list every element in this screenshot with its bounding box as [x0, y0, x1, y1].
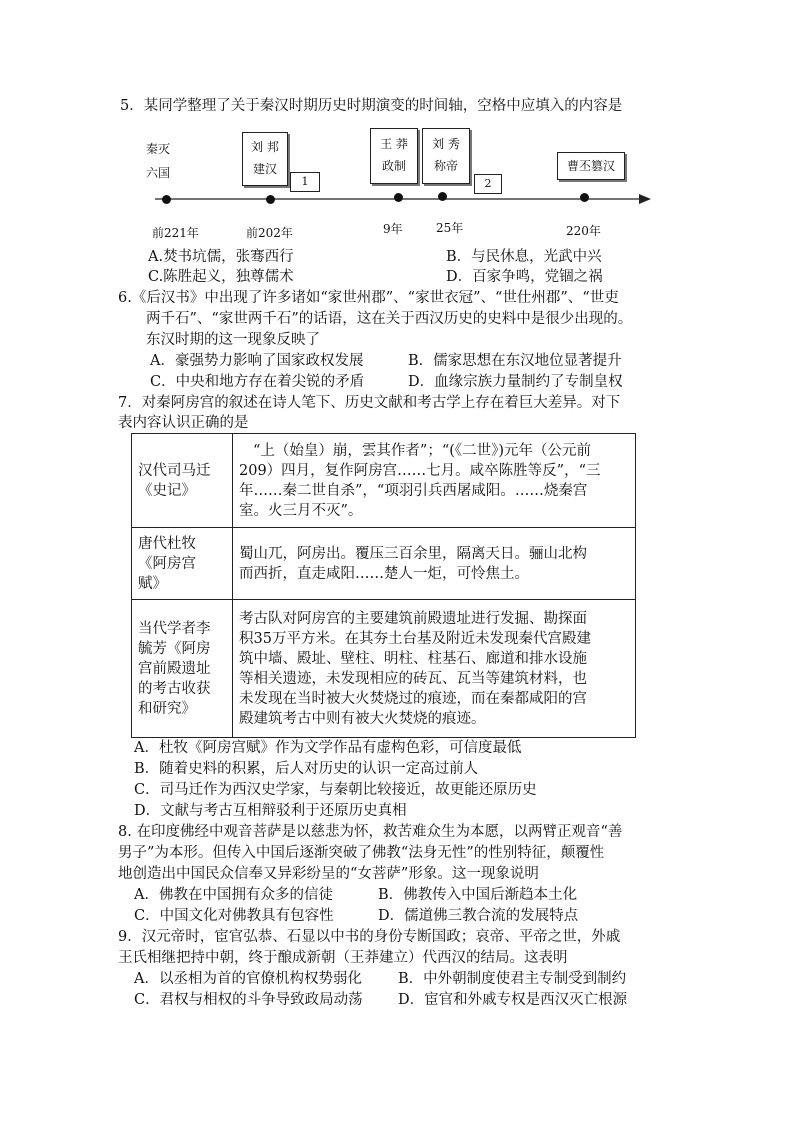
table-content-cell — [233, 528, 636, 600]
source-text: 赋》 — [138, 575, 167, 592]
table-source-cell — [132, 434, 233, 528]
q8-option-d[interactable]: D．儒道佛三教合流的发展特点 — [378, 908, 579, 924]
timeline-event-2-box — [242, 132, 288, 186]
q9-option-a[interactable]: A．以丞相为首的官僚机构权势弱化 — [134, 971, 362, 987]
table-source-cell — [132, 600, 233, 738]
q5-option-a[interactable]: A.焚书坑儒，张骞西行 — [148, 249, 294, 265]
q8-stem-line1: 8. 在印度佛经中观音菩萨是以慈悲为怀，救苦难众生为本愿，以两臂正观音“善 — [118, 824, 623, 840]
timeline-event-3-line1: 王 莽 — [380, 137, 408, 151]
table-content-cell — [233, 434, 636, 528]
timeline-event-1-line2: 六国 — [146, 166, 171, 180]
q9-option-c[interactable]: C．君权与相权的斗争导致政局动荡 — [134, 992, 363, 1008]
timeline-event-4-line1: 刘 秀 — [432, 137, 460, 151]
source-text: 的考古收获 — [138, 680, 211, 697]
timeline-event-5-box — [557, 152, 625, 180]
q6-option-c[interactable]: C．中央和地方存在着尖锐的矛盾 — [150, 374, 365, 390]
content-text: 209）四月，复作阿房宫……七月。咸卒陈胜等反”，“三 — [239, 462, 601, 479]
timeline-dot-5 — [580, 193, 589, 202]
q8-option-b[interactable]: B．佛教传入中国后渐趋本土化 — [378, 887, 578, 903]
q5-option-d[interactable]: D．百家争鸣，党锢之祸 — [446, 269, 603, 285]
timeline-event-2-line1: 刘 邦 — [251, 140, 279, 154]
q7-option-b[interactable]: B．随着史料的积累，后人对历史的认识一定高过前人 — [134, 761, 479, 777]
table-row — [132, 600, 636, 738]
source-text: 《史记》 — [138, 482, 196, 499]
source-text: 宫前殿遗址 — [138, 660, 211, 677]
table-content-cell — [233, 600, 636, 738]
q7-stem-line2: 表内容认识正确的是 — [118, 415, 249, 431]
q8-option-a[interactable]: A．佛教在中国拥有众多的信徒 — [134, 887, 333, 903]
q6-stem-line1: 6.《后汉书》中出现了许多诸如“家世州郡”、“家世衣冠”、“世仕州郡”、“世吏 — [118, 290, 619, 306]
q5-stem: 5．某同学整理了关于秦汉时期历史时期演变的时间轴，空格中应填入的内容是 — [120, 98, 623, 114]
content-text: 筑中墙、殿址、壁柱、明柱、柱基石、廊道和排水设施 — [239, 650, 587, 667]
q7-option-d[interactable]: D．文献与考古互相辩驳利于还原历史真相 — [134, 803, 407, 819]
source-text: 毓芳《阿房 — [138, 640, 211, 657]
source-text: 汉代司马迁 — [138, 462, 211, 479]
timeline-event-3-line2: 政制 — [381, 159, 406, 173]
content-text: 蜀山兀，阿房出。覆压三百余里，隔离天日。骊山北构 — [239, 545, 587, 562]
timeline-year-5: 220年 — [566, 224, 601, 238]
content-text: 而西折，直走咸阳……楚人一炬，可怜焦土。 — [239, 565, 529, 582]
q6-option-d[interactable]: D．血缘宗族力量制约了专制皇权 — [408, 374, 623, 390]
table-row — [132, 434, 636, 528]
timeline-dot-2 — [266, 195, 275, 204]
timeline-dot-3 — [394, 193, 403, 202]
timeline-year-4: 25年 — [436, 221, 464, 235]
source-text: 《阿房宫 — [138, 555, 196, 572]
timeline-event-2-line2: 建汉 — [252, 162, 277, 176]
table-source-cell — [132, 528, 233, 600]
q6-option-b[interactable]: B．儒家思想在东汉地位显著提升 — [408, 353, 622, 369]
content-text: 殿建筑考古中则有被大火焚烧的痕迹。 — [239, 710, 486, 727]
content-text: 未发现在当时被大火焚烧过的痕迹，而在秦都咸阳的宫 — [239, 690, 587, 707]
table-row — [132, 528, 636, 600]
q8-stem-line2: 男子”为本形。但传入中国后逐渐突破了佛教“法身无性”的性别特征，颠覆性 — [118, 845, 605, 861]
q8-stem-line3: 地创造出中国民众信奉又异彩纷呈的“女菩萨”形象。这一现象说明 — [118, 866, 539, 882]
q6-stem-line3: 东汉时期的这一现象反映了 — [146, 332, 320, 348]
timeline-event-4-box — [422, 128, 470, 184]
timeline-blank-2: 2 — [474, 174, 502, 194]
q6-option-a[interactable]: A．豪强势力影响了国家政权发展 — [150, 353, 364, 369]
timeline-year-1: 前221年 — [152, 226, 199, 240]
source-text: 当代学者李 — [138, 620, 211, 637]
content-text: 年……秦二世自杀”，“项羽引兵西屠咸阳。……烧秦宫 — [239, 482, 588, 499]
q9-option-b[interactable]: B．中外朝制度使君主专制受到制约 — [398, 971, 627, 987]
q6-stem-line2: 两千石”、“家世两千石”的话语，这在关于西汉历史的史料中是很少出现的。 — [146, 311, 633, 327]
q7-stem-line1: 7．对秦阿房宫的叙述在诗人笔下、历史文献和考古学上存在着巨大差异。对下 — [118, 395, 621, 411]
q5-option-b[interactable]: B．与民休息，光武中兴 — [446, 249, 602, 265]
q8-option-c[interactable]: C．中国文化对佛教具有包容性 — [134, 908, 334, 924]
timeline-event-5-label: 曹丕篡汉 — [566, 159, 615, 173]
timeline-event-3-box — [370, 128, 418, 184]
source-text: 和研究》 — [138, 700, 196, 717]
q7-option-a[interactable]: A．杜牧《阿房宫赋》作为文学作品有虚构色彩，可信度最低 — [134, 740, 522, 756]
timeline-dot-1 — [162, 195, 171, 204]
timeline-year-2: 前202年 — [246, 226, 293, 240]
timeline-year-3: 9年 — [383, 222, 403, 236]
content-text: 积35万平方米。在其夯土台基及附近未发现秦代宫殿建 — [239, 630, 591, 647]
q9-option-d[interactable]: D．宦官和外戚专权是西汉灭亡根源 — [398, 992, 628, 1008]
timeline-event-1-line1: 秦灭 — [146, 142, 171, 156]
q9-stem-line1: 9．汉元帝时，宦官弘恭、石显以中书的身份专断国政；哀帝、平帝之世，外戚 — [118, 929, 621, 945]
content-text: “上（始皇）崩，雲其作者”；“(《二世》)元年（公元前 — [253, 442, 592, 459]
timeline-blank-1: 1 — [290, 172, 320, 192]
q5-option-c[interactable]: C.陈胜起义，独尊儒术 — [148, 269, 294, 285]
source-text: 唐代杜牧 — [138, 535, 196, 552]
q7-source-table — [131, 433, 636, 738]
timeline-dot-4 — [438, 192, 447, 201]
q9-stem-line2: 王氏相继把持中朝，终于酿成新朝（王莽建立）代西汉的结局。这表明 — [118, 950, 568, 966]
content-text: 等相关遗迹，未发现相应的砖瓦、瓦当等建筑材料，也 — [239, 670, 587, 687]
content-text: 室。火三月不灭”。 — [239, 502, 363, 519]
timeline-event-4-line2: 称帝 — [433, 159, 458, 173]
content-text: 考古队对阿房宫的主要建筑前殿遗址进行发掘、勘探面 — [239, 610, 587, 627]
q7-option-c[interactable]: C．司马迁作为西汉史学家，与秦朝比较接近，故更能还原历史 — [134, 782, 537, 798]
